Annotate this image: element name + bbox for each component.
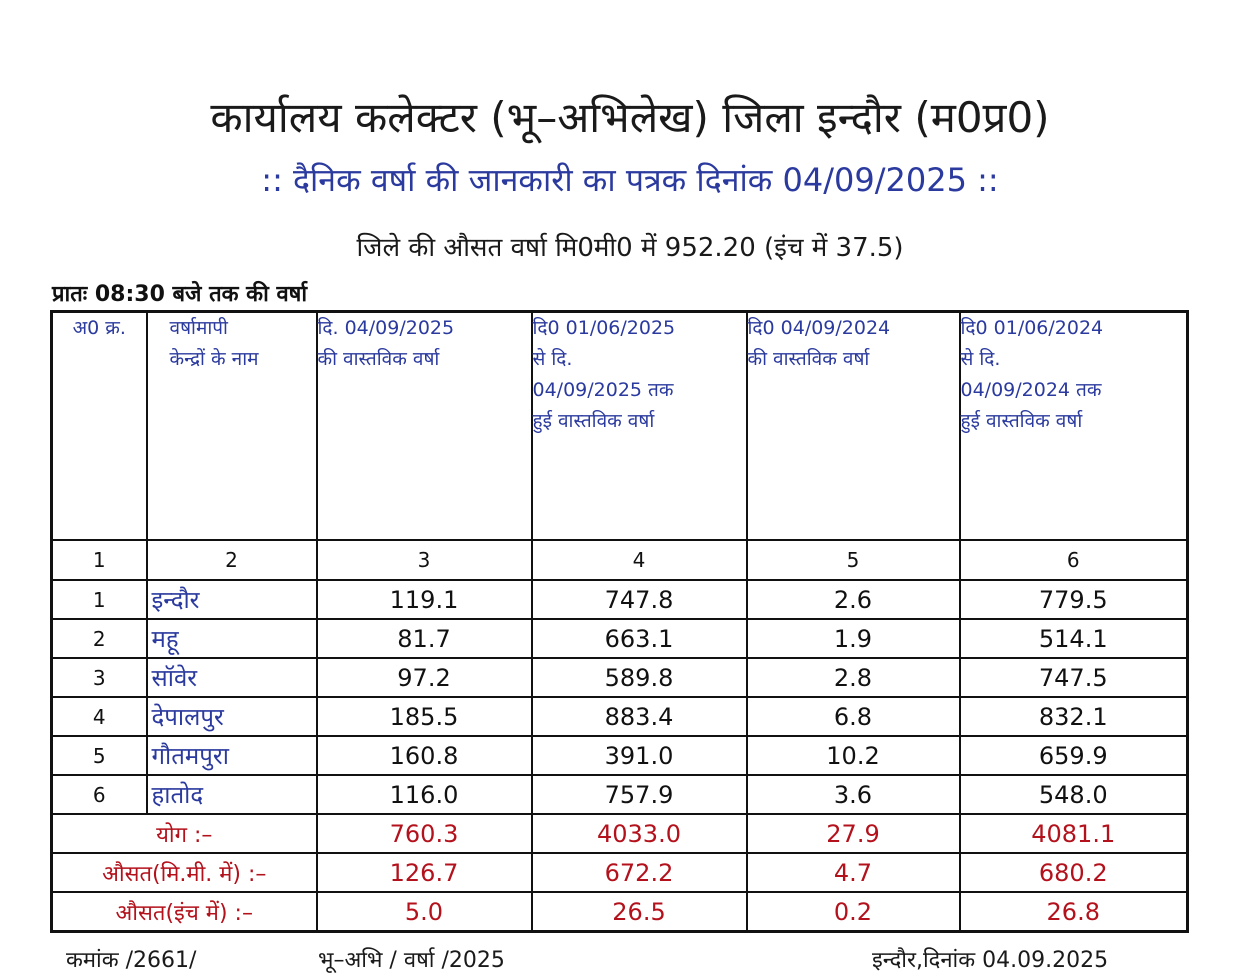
value-cell: 10.2 xyxy=(747,736,960,775)
value-cell: 779.5 xyxy=(960,580,1188,619)
total-row xyxy=(52,814,1188,853)
station-name-cell: सॉवेर xyxy=(147,658,317,697)
column-number: 1 xyxy=(52,540,147,580)
total-value: 27.9 xyxy=(747,814,960,853)
value-cell: 3.6 xyxy=(747,775,960,814)
average-inch-value: 0.2 xyxy=(747,892,960,932)
total-label: योग :– xyxy=(52,814,317,853)
value-cell: 116.0 xyxy=(317,775,532,814)
place-and-date: इन्दौर,दिनांक 04.09.2025 xyxy=(872,948,1109,973)
average-inch-label: औसत(इंच में) :– xyxy=(52,892,317,932)
reference-number: कमांक /2661/ xyxy=(66,948,197,973)
total-value: 4081.1 xyxy=(960,814,1188,853)
serial-cell: 5 xyxy=(52,736,147,775)
table-row xyxy=(52,619,1188,658)
value-cell: 747.5 xyxy=(960,658,1188,697)
column-number: 2 xyxy=(147,540,317,580)
serial-cell: 4 xyxy=(52,697,147,736)
total-value: 4033.0 xyxy=(532,814,747,853)
average-inch-value: 26.8 xyxy=(960,892,1188,932)
district-average-rainfall: जिले की औसत वर्षा मि0मी0 में 952.20 (इंच में 37.5) xyxy=(356,233,904,263)
average-mm-value: 672.2 xyxy=(532,853,747,892)
value-cell: 185.5 xyxy=(317,697,532,736)
serial-cell: 1 xyxy=(52,580,147,619)
value-cell: 663.1 xyxy=(532,619,747,658)
value-cell: 659.9 xyxy=(960,736,1188,775)
value-cell: 81.7 xyxy=(317,619,532,658)
station-name-cell: गौतमपुरा xyxy=(147,736,317,775)
office-title: कार्यालय कलेक्टर (भू–अभिलेख) जिला इन्दौर (म0प्र0) xyxy=(210,93,1050,142)
station-name-cell: देपालपुर xyxy=(147,697,317,736)
report-subtitle: :: दैनिक वर्षा की जानकारी का पत्रक दिनांक 04/09/2025 :: xyxy=(261,161,999,199)
average-mm-label: औसत(मि.मी. में) :– xyxy=(52,853,317,892)
header-serial: अ0 क्र. xyxy=(52,312,147,541)
average-mm-row xyxy=(52,853,1188,892)
value-cell: 2.8 xyxy=(747,658,960,697)
value-cell: 548.0 xyxy=(960,775,1188,814)
average-inch-value: 26.5 xyxy=(532,892,747,932)
station-name-cell: इन्दौर xyxy=(147,580,317,619)
value-cell: 514.1 xyxy=(960,619,1188,658)
header-today-2025: दि. 04/09/2025 की वास्तविक वर्षा xyxy=(317,312,532,541)
value-cell: 119.1 xyxy=(317,580,532,619)
header-today-2024: दि0 04/09/2024 की वास्तविक वर्षा xyxy=(747,312,960,541)
value-cell: 757.9 xyxy=(532,775,747,814)
column-number: 6 xyxy=(960,540,1188,580)
value-cell: 391.0 xyxy=(532,736,747,775)
column-number: 3 xyxy=(317,540,532,580)
value-cell: 2.6 xyxy=(747,580,960,619)
header-station-name: वर्षामापी केन्द्रों के नाम xyxy=(147,312,317,541)
value-cell: 97.2 xyxy=(317,658,532,697)
column-number: 4 xyxy=(532,540,747,580)
header-season-2025: दि0 01/06/2025 से दि. 04/09/2025 तक हुई वास्तविक वर्षा xyxy=(532,312,747,541)
station-name-cell: महू xyxy=(147,619,317,658)
table-row xyxy=(52,775,1188,814)
measurement-time-label: प्रातः 08:30 बजे तक की वर्षा xyxy=(52,282,308,307)
value-cell: 1.9 xyxy=(747,619,960,658)
column-number: 5 xyxy=(747,540,960,580)
table-row xyxy=(52,580,1188,619)
value-cell: 160.8 xyxy=(317,736,532,775)
average-inch-row xyxy=(52,892,1188,932)
average-mm-value: 4.7 xyxy=(747,853,960,892)
table-header-row xyxy=(52,312,1188,541)
total-value: 760.3 xyxy=(317,814,532,853)
average-inch-value: 5.0 xyxy=(317,892,532,932)
header-season-2024: दि0 01/06/2024 से दि. 04/09/2024 तक हुई वास्तविक वर्षा xyxy=(960,312,1188,541)
table-row xyxy=(52,736,1188,775)
department-reference: भू–अभि / वर्षा /2025 xyxy=(318,948,505,973)
serial-cell: 2 xyxy=(52,619,147,658)
value-cell: 747.8 xyxy=(532,580,747,619)
average-mm-value: 680.2 xyxy=(960,853,1188,892)
serial-cell: 3 xyxy=(52,658,147,697)
rainfall-table xyxy=(50,310,1189,933)
table-row xyxy=(52,658,1188,697)
value-cell: 883.4 xyxy=(532,697,747,736)
table-row xyxy=(52,697,1188,736)
value-cell: 832.1 xyxy=(960,697,1188,736)
serial-cell: 6 xyxy=(52,775,147,814)
column-number-row xyxy=(52,540,1188,580)
value-cell: 6.8 xyxy=(747,697,960,736)
station-name-cell: हातोद xyxy=(147,775,317,814)
value-cell: 589.8 xyxy=(532,658,747,697)
average-mm-value: 126.7 xyxy=(317,853,532,892)
